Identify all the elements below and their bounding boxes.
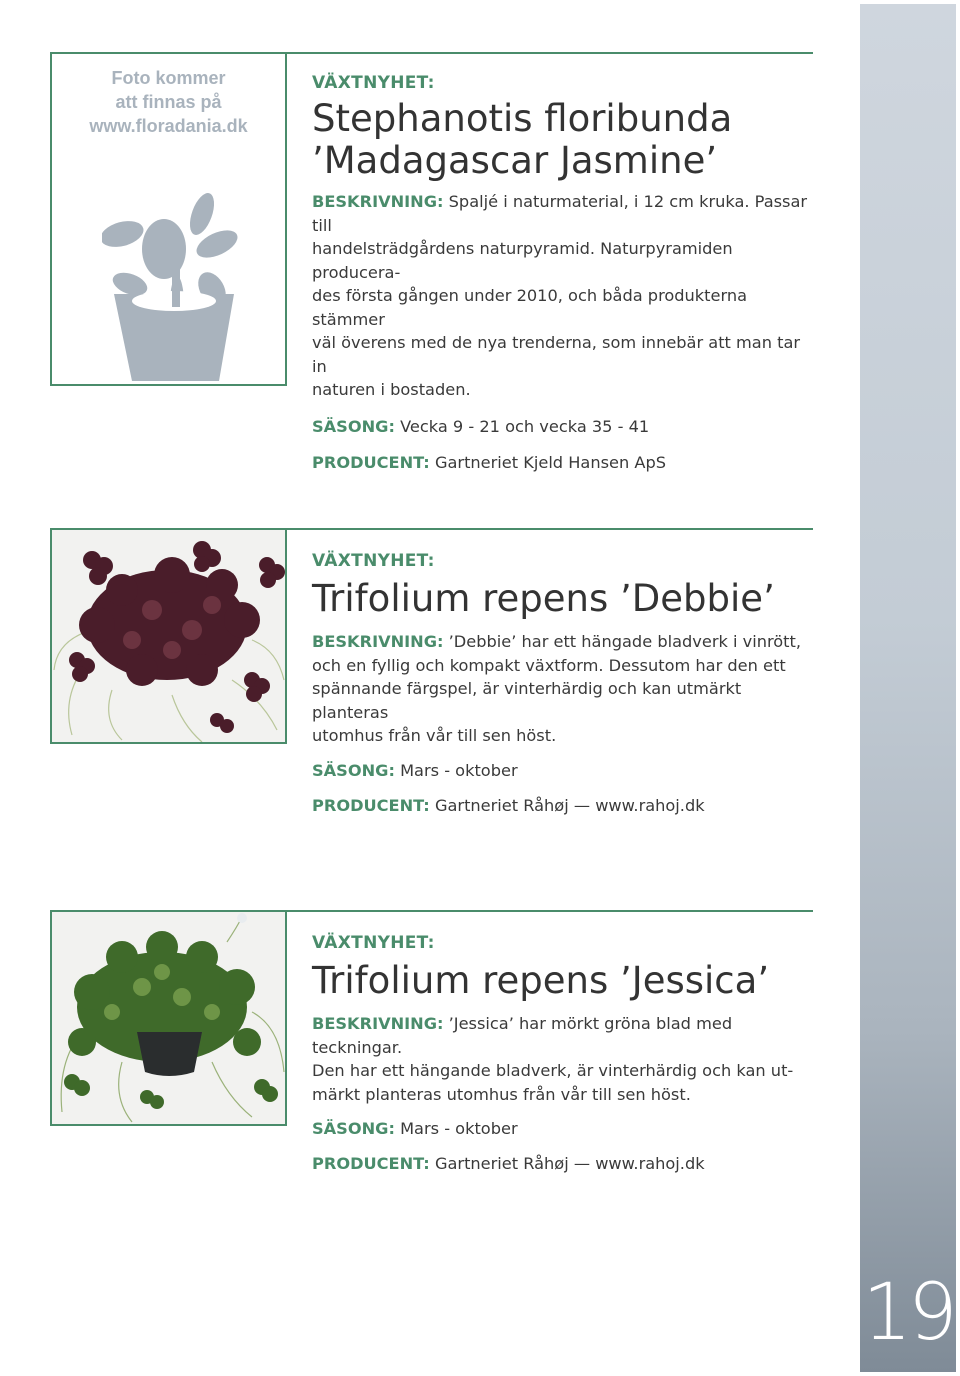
producer-label: PRODUCENT: bbox=[312, 1154, 430, 1173]
season-label: SÄSONG: bbox=[312, 416, 395, 436]
section-divider bbox=[287, 910, 813, 912]
clover-plant-illustration bbox=[52, 912, 285, 1124]
season-label: SÄSONG: bbox=[312, 760, 395, 780]
entry-season: SÄSONG: Vecka 9 - 21 och vecka 35 - 41 bbox=[312, 416, 650, 436]
entry-producer: PRODUCENT: Gartneriet Råhøj — www.rahoj.dk bbox=[312, 1154, 705, 1173]
entry-kicker: VÄXTNYHET: bbox=[312, 933, 435, 953]
placeholder-text: Foto kommer att finnas på www.floradania.dk bbox=[89, 68, 248, 136]
section-divider bbox=[287, 52, 813, 54]
description-label: BESKRIVNING: bbox=[312, 1014, 444, 1033]
entry-description: BESKRIVNING: ’Debbie’ har ett hängade bladverk i vinrött, och en fyllig och kompakt växtform. Dessutom har den ett spännande färgspel, är vinterhärdig och kan utmärkt planteras utomhus från vår till sen höst. bbox=[312, 632, 802, 745]
entry-kicker: VÄXTNYHET: bbox=[312, 551, 435, 571]
season-label: SÄSONG: bbox=[312, 1119, 395, 1138]
page-number: 19 bbox=[862, 1268, 954, 1358]
entry-debbie bbox=[312, 550, 812, 817]
entry-producer: PRODUCENT: Gartneriet Kjeld Hansen ApS bbox=[312, 452, 667, 472]
description-label: BESKRIVNING: bbox=[312, 632, 444, 651]
entry-jessica bbox=[312, 932, 812, 1175]
description-label: BESKRIVNING: bbox=[312, 192, 444, 211]
plant-photo-jessica bbox=[50, 910, 287, 1126]
plant-photo-debbie bbox=[50, 528, 287, 744]
photo-placeholder bbox=[50, 52, 287, 386]
entry-title: Trifolium repens ’Jessica’ bbox=[312, 959, 770, 1002]
entry-description: BESKRIVNING: ’Jessica’ har mörkt gröna blad med teckningar. Den har ett hängande bladverk, är vinterhärdig och kan ut- märkt planteras utomhus från vår till sen höst. bbox=[312, 1014, 794, 1104]
page-sidebar bbox=[860, 4, 956, 1372]
producer-label: PRODUCENT: bbox=[312, 795, 430, 815]
entry-stephanotis bbox=[312, 72, 812, 474]
clover-plant-illustration bbox=[52, 530, 285, 742]
entry-description: BESKRIVNING: Spaljé i naturmaterial, i 12 cm kruka. Passar till handelsträdgårdens naturpyramid. Naturpyramiden producera- des första gången under 2010, och båda produkterna stämmer väl överens med de nya trenderna, som innebär att man tar in naturen i bostaden. bbox=[312, 192, 808, 399]
potted-plant-icon bbox=[102, 189, 252, 386]
entry-producer: PRODUCENT: Gartneriet Råhøj — www.rahoj.dk bbox=[312, 795, 705, 815]
entry-title: Stephanotis floribunda ’Madagascar Jasmine’ bbox=[312, 97, 733, 182]
entry-season: SÄSONG: Mars - oktober bbox=[312, 1119, 518, 1138]
section-divider bbox=[287, 528, 813, 530]
producer-label: PRODUCENT: bbox=[312, 452, 430, 472]
entry-title: Trifolium repens ’Debbie’ bbox=[312, 577, 775, 620]
entry-season: SÄSONG: Mars - oktober bbox=[312, 760, 518, 780]
entry-kicker: VÄXTNYHET: bbox=[312, 73, 435, 93]
